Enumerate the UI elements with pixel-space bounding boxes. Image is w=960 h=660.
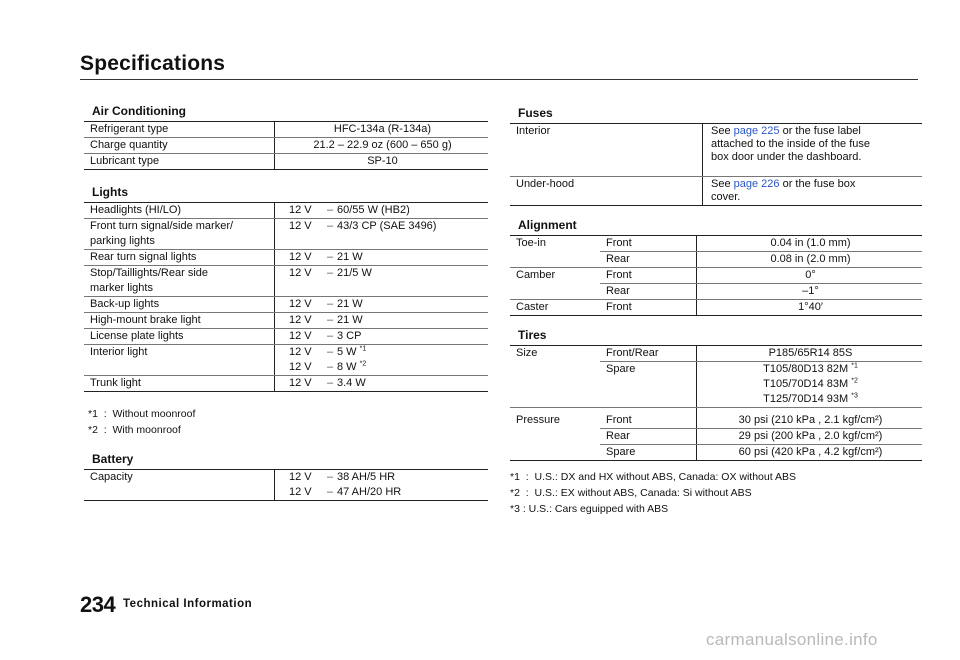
table-row xyxy=(510,300,922,316)
spec-value: 1°40′ xyxy=(798,301,823,313)
spec-label: marker lights xyxy=(84,281,275,297)
air-conditioning-heading: Air Conditioning xyxy=(92,104,186,118)
spec-value: 0° xyxy=(697,268,923,284)
alignment-section xyxy=(510,218,922,316)
spec-label: Headlights (HI/LO) xyxy=(84,203,275,219)
voltage: 12 V xyxy=(289,361,312,373)
table-row xyxy=(510,236,922,252)
table-row xyxy=(84,138,488,154)
footnote: *1 : U.S.: DX and HX without ABS, Canada: OX without ABS xyxy=(510,471,796,483)
spec-label: High-mount brake light xyxy=(84,313,275,329)
spec-label: Pressure xyxy=(516,414,561,426)
air-conditioning-section xyxy=(84,104,488,170)
footnote: *1 : Without moonroof xyxy=(88,408,196,420)
fuses-table xyxy=(510,123,922,206)
spec-position: Front/Rear xyxy=(600,346,697,362)
spec-label: Stop/Taillights/Rear side xyxy=(84,266,275,282)
spec-label: Lubricant type xyxy=(84,154,275,170)
spec-value: 0.04 in (1.0 mm) xyxy=(697,236,923,252)
spec-position: Spare xyxy=(600,445,697,461)
voltage: 12 V xyxy=(289,204,312,216)
spec-value: 21 W xyxy=(337,298,363,310)
battery-section xyxy=(84,452,488,501)
footnote-marker: *2 xyxy=(359,360,367,368)
table-row: Under-hood See page 226 or the fuse box cover. xyxy=(510,177,922,206)
table-row: Interior See page 225 or the fuse label attached to the inside of the fuse box door under the dashboard. xyxy=(510,124,922,177)
spec-label: Interior xyxy=(510,124,703,177)
tires-section xyxy=(510,328,922,461)
table-row xyxy=(84,154,488,170)
section-label: Technical Information xyxy=(123,598,253,610)
footnote: *2 : With moonroof xyxy=(88,424,181,436)
table-row xyxy=(510,362,922,378)
table-row: 12 V – 8 W $^{*2}$ xyxy=(84,360,488,376)
spec-value: 21/5 W xyxy=(337,267,372,279)
spec-value: 0.08 in (2.0 mm) xyxy=(697,252,923,268)
table-row xyxy=(510,429,922,445)
battery-table xyxy=(84,469,488,501)
table-row: Interior light 12 V – 5 W $^{*1}$ xyxy=(84,345,488,361)
spec-value: 29 psi (200 kPa , 2.0 kgf/cm²) xyxy=(697,429,923,445)
spec-position: Front xyxy=(600,408,697,429)
table-row xyxy=(510,252,922,268)
voltage: 12 V xyxy=(289,251,312,263)
spec-label: Size xyxy=(516,347,538,359)
spec-value: SP-10 xyxy=(367,155,398,167)
title-rule xyxy=(80,79,918,80)
right-column xyxy=(510,106,922,531)
spec-value: T125/70D14 93M xyxy=(763,393,849,405)
spec-label xyxy=(510,429,600,445)
left-column xyxy=(84,104,488,516)
voltage: 12 V xyxy=(289,330,312,342)
spec-position xyxy=(600,377,697,392)
spec-value: 21 W xyxy=(337,251,363,263)
spec-label xyxy=(510,377,600,392)
footnote: *3 : U.S.: Cars eguipped with ABS xyxy=(510,503,669,515)
table-row: Back-up lights 12 V – 21 W xyxy=(84,297,488,313)
tires-footnotes xyxy=(510,469,922,517)
voltage: 12 V xyxy=(289,377,312,389)
spec-label xyxy=(510,392,600,408)
alignment-table xyxy=(510,235,922,316)
page-link[interactable]: page 225 xyxy=(733,125,780,137)
spec-label xyxy=(84,360,275,376)
spec-position: Front xyxy=(600,268,697,284)
spec-value: 21.2 – 22.9 oz (600 – 650 g) xyxy=(275,138,489,154)
table-row: Rear turn signal lights 12 V – 21 W xyxy=(84,250,488,266)
spec-position xyxy=(600,392,697,408)
spec-value: 8 W xyxy=(337,361,357,373)
table-row xyxy=(510,445,922,461)
air-conditioning-table xyxy=(84,121,488,170)
spec-label: License plate lights xyxy=(84,329,275,345)
voltage: 12 V xyxy=(289,220,312,232)
spec-position: Rear xyxy=(600,252,697,268)
spec-value: 21 W xyxy=(337,314,363,326)
lights-table xyxy=(84,202,488,392)
spec-value: 5 W xyxy=(337,346,357,358)
table-row xyxy=(510,392,922,408)
spec-label xyxy=(510,445,600,461)
spec-label xyxy=(510,284,600,300)
table-row xyxy=(84,281,488,297)
spec-value: 3 CP xyxy=(337,330,362,342)
spec-label: parking lights xyxy=(84,234,275,250)
spec-label xyxy=(84,485,275,501)
table-row xyxy=(84,122,488,138)
footnote: *2 : U.S.: EX without ABS, Canada: Si without ABS xyxy=(510,487,752,499)
table-row: License plate lights 12 V – 3 CP xyxy=(84,329,488,345)
spec-value: 38 AH/5 HR xyxy=(337,471,396,483)
lights-footnotes xyxy=(84,406,488,438)
voltage: 12 V xyxy=(289,346,312,358)
spec-label: Under-hood xyxy=(510,177,703,206)
page-number: 234 xyxy=(80,592,116,617)
table-row: Front turn signal/side marker/ 12 V – 43/3 CP (SAE 3496) xyxy=(84,219,488,235)
footnote-marker: *2 xyxy=(851,377,858,385)
spec-value: 60/55 W (HB2) xyxy=(337,204,410,216)
battery-heading: Battery xyxy=(92,452,134,466)
spec-value: 43/3 CP (SAE 3496) xyxy=(337,220,437,232)
table-row xyxy=(84,234,488,250)
table-row: High-mount brake light 12 V – 21 W xyxy=(84,313,488,329)
spec-value: 30 psi (210 kPa , 2.1 kgf/cm²) xyxy=(697,408,923,429)
footnote-marker: *3 xyxy=(851,392,858,400)
spec-label xyxy=(510,252,600,268)
spec-value: 60 psi (420 kPa , 4.2 kgf/cm²) xyxy=(738,446,883,458)
spec-label xyxy=(510,362,600,378)
table-row: 12 V – 47 AH/20 HR xyxy=(84,485,488,501)
spec-value: T105/80D13 82M xyxy=(763,363,849,375)
table-row xyxy=(510,284,922,300)
spec-position: Rear xyxy=(600,284,697,300)
spec-label: Caster xyxy=(516,301,549,313)
table-row: Stop/Taillights/Rear side 12 V – 21/5 W xyxy=(84,266,488,282)
spec-position: Spare xyxy=(600,362,697,378)
spec-value: –1° xyxy=(697,284,923,300)
spec-position: Front xyxy=(600,236,697,252)
footnote-marker: *1 xyxy=(359,345,367,353)
footnote-marker: *1 xyxy=(851,362,858,370)
spec-value: P185/65R14 85S xyxy=(697,346,923,362)
alignment-heading: Alignment xyxy=(518,218,577,232)
voltage: 12 V xyxy=(289,298,312,310)
watermark: carmanualsonline.info xyxy=(706,630,878,649)
table-row: Capacity 12 V – 38 AH/5 HR xyxy=(84,470,488,486)
table-row xyxy=(510,377,922,392)
spec-value: 47 AH/20 HR xyxy=(337,486,402,498)
voltage: 12 V xyxy=(289,471,312,483)
fuses-heading: Fuses xyxy=(518,106,553,120)
table-row: Trunk light 12 V – 3.4 W xyxy=(84,376,488,392)
tires-table xyxy=(510,345,922,461)
spec-value: HFC-134a (R-134a) xyxy=(275,122,489,138)
spec-label: Capacity xyxy=(84,470,275,486)
spec-label: Interior light xyxy=(84,345,275,361)
spec-position: Rear xyxy=(600,429,697,445)
table-row: Headlights (HI/LO) 12 V – 60/55 W (HB2) xyxy=(84,203,488,219)
table-row xyxy=(510,268,922,284)
page-title: Specifications xyxy=(80,52,226,75)
lights-heading: Lights xyxy=(92,185,128,199)
spec-position: Front xyxy=(600,300,697,316)
voltage: 12 V xyxy=(289,267,312,279)
lights-section xyxy=(84,185,488,392)
spec-label: Trunk light xyxy=(84,376,275,392)
page-link[interactable]: page 226 xyxy=(733,178,780,190)
spec-label: Front turn signal/side marker/ xyxy=(84,219,275,235)
spec-value: T105/70D14 83M xyxy=(763,378,849,390)
spec-label: Toe-in xyxy=(516,237,546,249)
spec-label: Refrigerant type xyxy=(84,122,275,138)
spec-label: Back-up lights xyxy=(84,297,275,313)
tires-heading: Tires xyxy=(518,328,547,342)
spec-value: 3.4 W xyxy=(337,377,366,389)
voltage: 12 V xyxy=(289,314,312,326)
spec-label: Rear turn signal lights xyxy=(84,250,275,266)
fuses-section xyxy=(510,106,922,206)
spec-label: Camber xyxy=(516,269,556,281)
table-row xyxy=(510,408,922,429)
voltage: 12 V xyxy=(289,486,312,498)
table-row xyxy=(510,346,922,362)
spec-label: Charge quantity xyxy=(84,138,275,154)
